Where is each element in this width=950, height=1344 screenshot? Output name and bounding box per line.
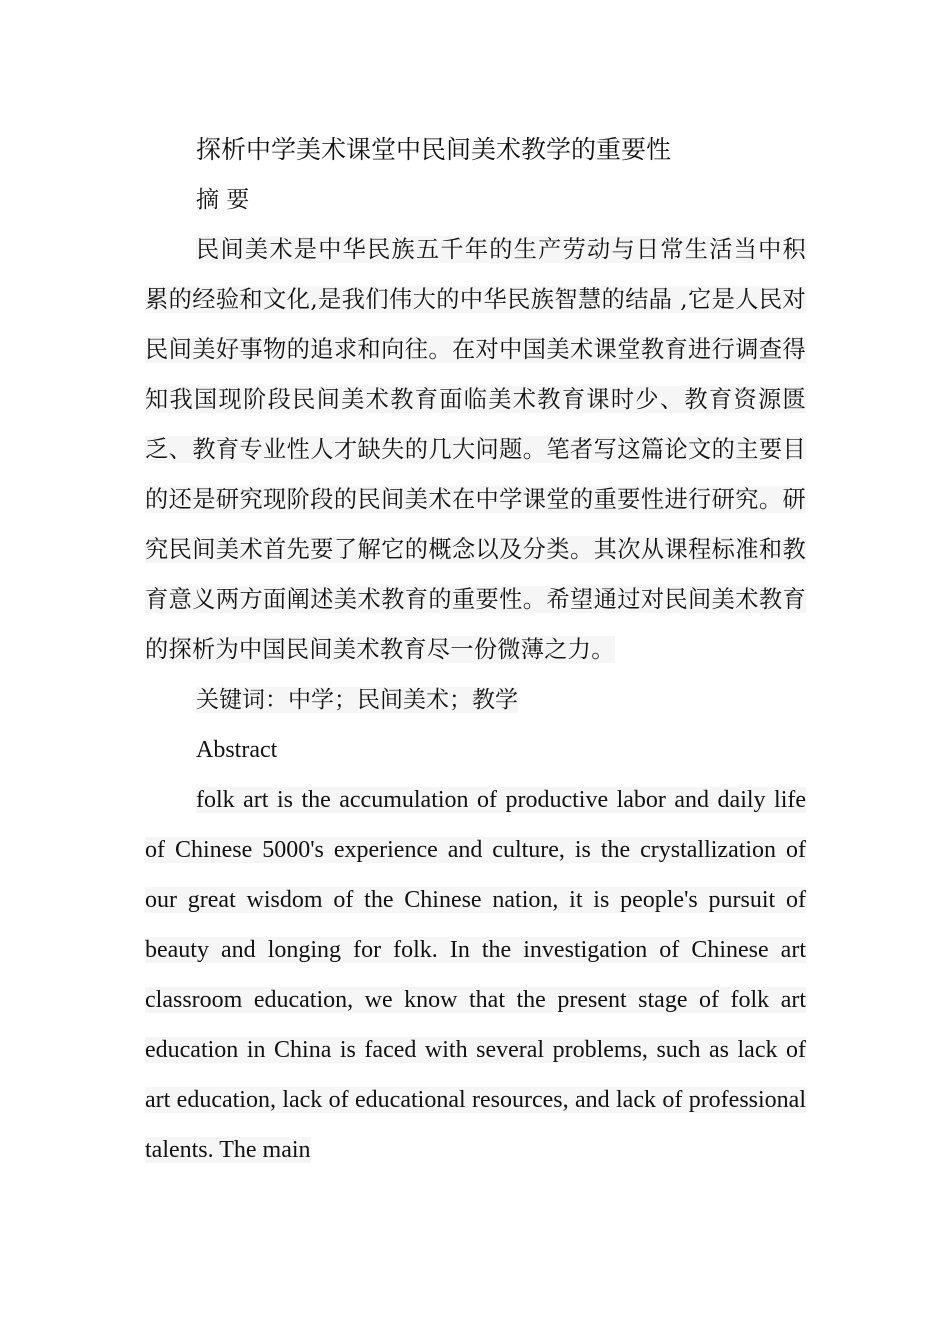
abstract-body-en bbox=[145, 775, 806, 1175]
abstract-text-cn: 民间美术是中华民族五千年的生产劳动与日常生活当中积累的经验和文化,是我们伟大的中华民族智慧的结晶 ,它是人民对民间美好事物的追求和向往。在对中国美术课堂教育进行调查得知我国现阶段民间美术教育面临美术教育课时少、教育资源匮乏、教育专业性人才缺失的几大问题。笔者写这篇论文的主要目的还是研究现阶段的民间美术在中学课堂的重要性进行研究。研究民间美术首先要了解它的概念以及分类。其次从课程标准和教育意义两方面阐述美术教育的重要性。希望通过对民间美术教育的探析为中国民间美术教育尽一份微薄之力。 bbox=[145, 236, 806, 663]
keywords-text-cn: 关键词：中学；民间美术；教学 bbox=[196, 687, 518, 713]
abstract-heading-cn: 摘 要 bbox=[196, 187, 250, 213]
abstract-text-en: folk art is the accumulation of productive labor and daily life of Chinese 5000's experience and culture, is the crystallization of our great wisdom of the Chinese nation, it is people's pursuit of beauty and longing for folk. In the investigation of Chinese art classroom education, we know that the present stage of folk art education in China is faced with several problems, such as lack of art education, lack of educational resources, and lack of professional talents. The main bbox=[145, 787, 806, 1163]
document-page bbox=[145, 125, 806, 1175]
abstract-body-cn bbox=[145, 225, 806, 675]
abstract-heading-en: Abstract bbox=[196, 737, 278, 763]
keywords-cn bbox=[145, 675, 806, 725]
document-title: 探析中学美术课堂中民间美术教学的重要性 bbox=[196, 135, 672, 164]
